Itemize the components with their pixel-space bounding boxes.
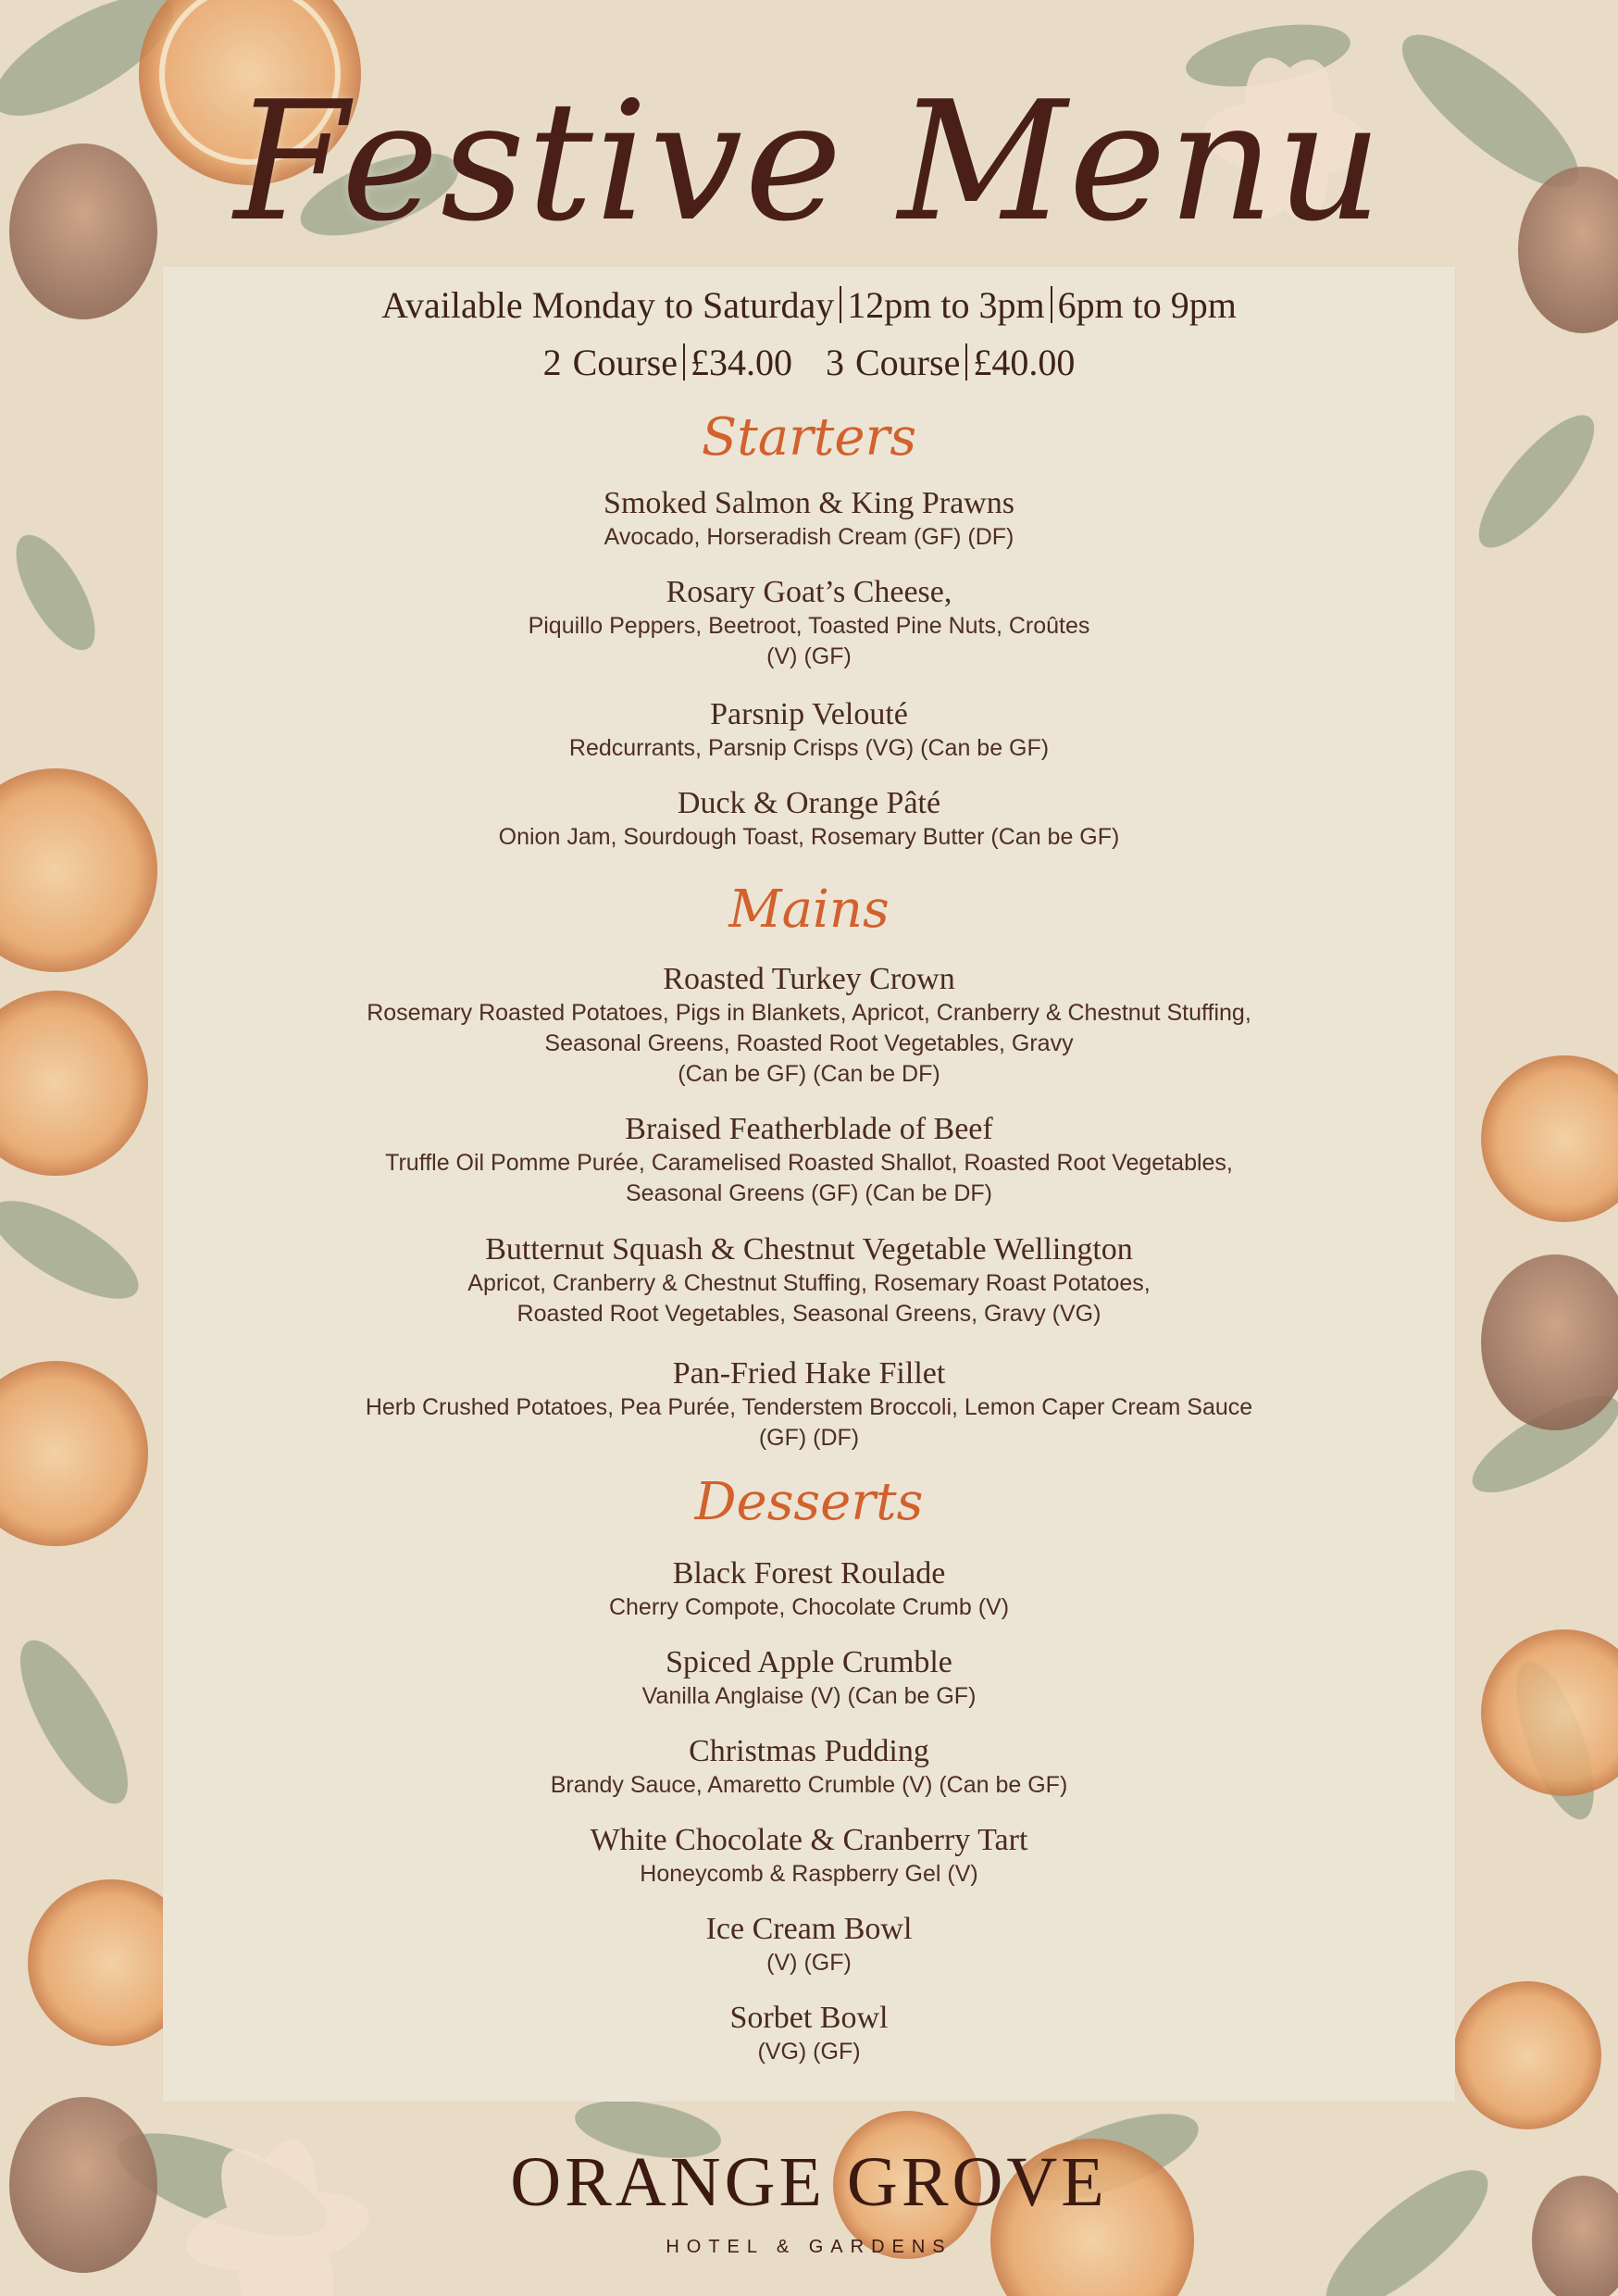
menu-item	[163, 696, 1455, 764]
menu-item	[163, 1555, 1455, 1623]
menu-item	[163, 785, 1455, 853]
section-title-desserts: Desserts	[694, 1472, 924, 1532]
availability-line	[163, 280, 1455, 331]
price-course-label: 2 Course	[542, 342, 678, 383]
item-name: Butternut Squash & Chestnut Vegetable Wellington	[485, 1232, 1133, 1267]
menu-item	[163, 1111, 1455, 1209]
divider	[965, 343, 967, 381]
menu-item	[163, 961, 1455, 1090]
item-description: Avocado, Horseradish Cream (GF) (DF)	[604, 524, 1014, 550]
item-name: Roasted Turkey Crown	[663, 962, 955, 996]
item-name: White Chocolate & Cranberry Tart	[590, 1823, 1028, 1857]
item-description: Herb Crushed Potatoes, Pea Purée, Tenderstem Broccoli, Lemon Caper Cream Sauce (GF) (DF)	[365, 1394, 1253, 1451]
menu-item	[163, 1911, 1455, 1978]
menu-item	[163, 485, 1455, 553]
menu-item	[163, 1822, 1455, 1890]
item-name: Braised Featherblade of Beef	[625, 1112, 993, 1146]
menu-item	[163, 1355, 1455, 1454]
item-name: Spiced Apple Crumble	[666, 1645, 952, 1679]
item-description: Honeycomb & Raspberry Gel (V)	[640, 1861, 978, 1887]
divider	[683, 343, 685, 381]
price-line	[163, 337, 1455, 389]
menu-item	[163, 1733, 1455, 1801]
item-name: Duck & Orange Pâté	[677, 786, 941, 820]
item-description: Redcurrants, Parsnip Crisps (VG) (Can be GF)	[568, 735, 1050, 761]
item-description: Onion Jam, Sourdough Toast, Rosemary Butter (Can be GF)	[498, 824, 1120, 850]
item-name: Smoked Salmon & King Prawns	[604, 486, 1014, 520]
menu-panel	[163, 267, 1455, 2102]
item-description: (V) (GF)	[766, 1950, 852, 1976]
item-name: Christmas Pudding	[689, 1734, 929, 1768]
availability-days: Available Monday to Saturday	[381, 284, 835, 326]
menu-item	[163, 1644, 1455, 1712]
availability-dinner: 6pm to 9pm	[1057, 284, 1237, 326]
item-name: Black Forest Roulade	[672, 1556, 946, 1591]
item-description: Rosemary Roasted Potatoes, Pigs in Blankets, Apricot, Cranberry & Chestnut Stuffing, Seasonal Greens, Roasted Root Vegetables, Gravy (Can be GF) (Can be DF)	[367, 1000, 1251, 1087]
section-title-mains: Mains	[728, 880, 890, 940]
section-title-starters: Starters	[701, 407, 917, 468]
item-name: Ice Cream Bowl	[705, 1912, 913, 1946]
brand-subtitle: HOTEL & GARDENS	[666, 2237, 952, 2257]
item-name: Sorbet Bowl	[729, 2001, 889, 2035]
menu-item	[163, 1231, 1455, 1329]
divider	[840, 286, 841, 323]
item-name: Rosary Goat’s Cheese,	[666, 575, 952, 609]
item-name: Pan-Fried Hake Fillet	[672, 1356, 946, 1391]
item-description: Piquillo Peppers, Beetroot, Toasted Pine Nuts, Croûtes (V) (GF)	[528, 613, 1090, 669]
menu-title: Festive Menu	[233, 66, 1385, 257]
divider	[1051, 286, 1052, 323]
price-course-label: 3 Course	[826, 342, 961, 383]
price-value: £40.00	[973, 342, 1076, 383]
item-description: Vanilla Anglaise (V) (Can be GF)	[641, 1683, 977, 1709]
item-description: Brandy Sauce, Amaretto Crumble (V) (Can be GF)	[550, 1772, 1068, 1798]
availability-lunch: 12pm to 3pm	[847, 284, 1045, 326]
menu-item	[163, 574, 1455, 672]
item-name: Parsnip Velouté	[710, 697, 908, 731]
item-description: Cherry Compote, Chocolate Crumb (V)	[608, 1594, 1010, 1620]
item-description: (VG) (GF)	[757, 2039, 861, 2065]
item-description: Truffle Oil Pomme Purée, Caramelised Roasted Shallot, Roasted Root Vegetables, Seasonal Greens (GF) (Can be DF)	[385, 1150, 1233, 1206]
item-description: Apricot, Cranberry & Chestnut Stuffing, Rosemary Roast Potatoes, Roasted Root Vegetables, Seasonal Greens, Gravy (VG)	[467, 1270, 1151, 1327]
menu-item	[163, 2000, 1455, 2067]
brand-logo: ORANGE GROVE	[510, 2143, 1108, 2221]
price-value: £34.00	[691, 342, 792, 383]
